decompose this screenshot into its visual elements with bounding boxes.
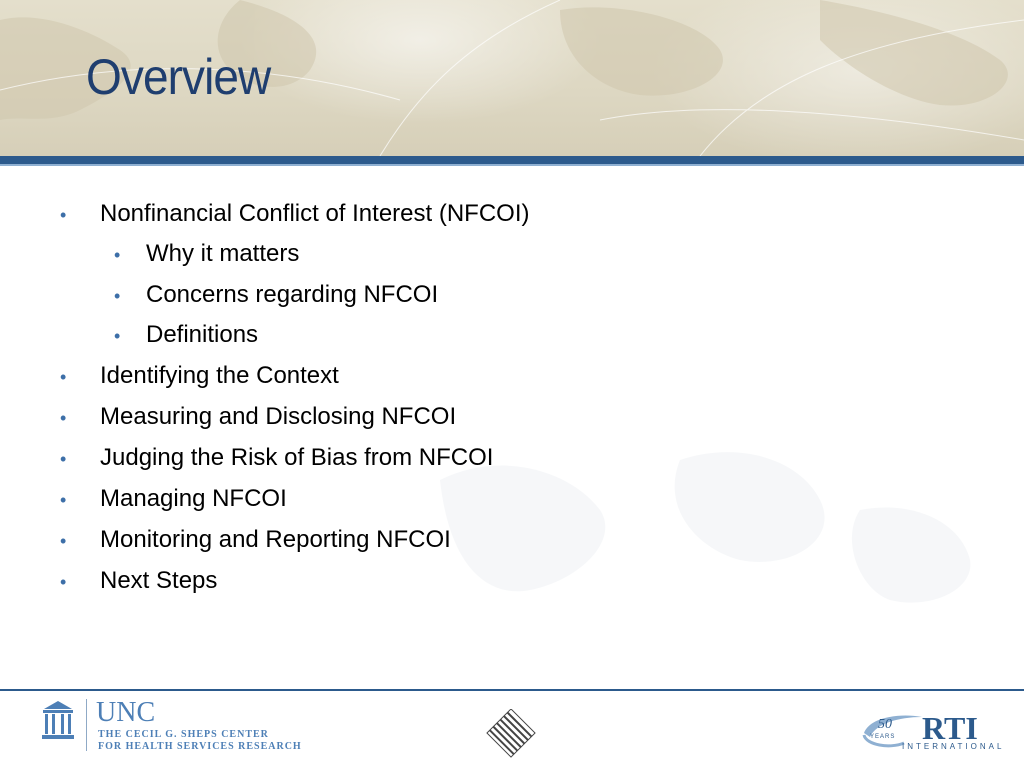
map-watermark [420,420,980,660]
old-well-icon [40,699,76,741]
bullet-item: • Managing NFCOI [60,485,287,512]
striped-square-logo-icon [482,709,540,761]
bullet-text: Measuring and Disclosing NFCOI [100,403,457,430]
unc-center-line1: THE CECIL G. SHEPS CENTER [98,729,269,740]
unc-logo-text: UNC [96,697,156,728]
bullet-item: • Monitoring and Reporting NFCOI [60,526,451,553]
bullet-item: • Nonfinancial Conflict of Interest (NFCOI) [60,200,530,227]
bullet-text: Monitoring and Reporting NFCOI [100,526,451,553]
bullet-text: Why it matters [146,240,300,267]
bullet-text: Judging the Risk of Bias from NFCOI [100,444,494,471]
rti-international-label: INTERNATIONAL [902,742,1005,751]
header-band [0,0,1024,156]
rti-logo-text: RTI [922,710,978,746]
bullet-text: Next Steps [100,567,218,594]
bullet-item: • Identifying the Context [60,362,339,389]
bullet-text: Nonfinancial Conflict of Interest (NFCOI) [100,200,530,227]
logo-separator [86,699,87,751]
unc-center-line2: FOR HEALTH SERVICES RESEARCH [98,741,302,752]
rti-years-label: YEARS [870,734,896,740]
bullet-text: Concerns regarding NFCOI [146,281,439,308]
bullet-text: Definitions [146,321,259,348]
bullet-text: Managing NFCOI [100,485,287,512]
bullet-item: • Measuring and Disclosing NFCOI [60,403,457,430]
bullet-item: • Next Steps [60,567,218,594]
rti-50-label: 50 [878,717,892,732]
sub-bullet-item: • Concerns regarding NFCOI [114,281,439,308]
sub-bullet-item: • Definitions [114,321,259,348]
bullet-text: Identifying the Context [100,362,339,389]
footer [0,691,1024,768]
header-divider [0,156,1024,164]
bullet-item: • Judging the Risk of Bias from NFCOI [60,444,494,471]
header-divider-highlight [0,164,1024,166]
slide-title: Overview [86,49,271,105]
sub-bullet-item: • Why it matters [114,240,300,267]
